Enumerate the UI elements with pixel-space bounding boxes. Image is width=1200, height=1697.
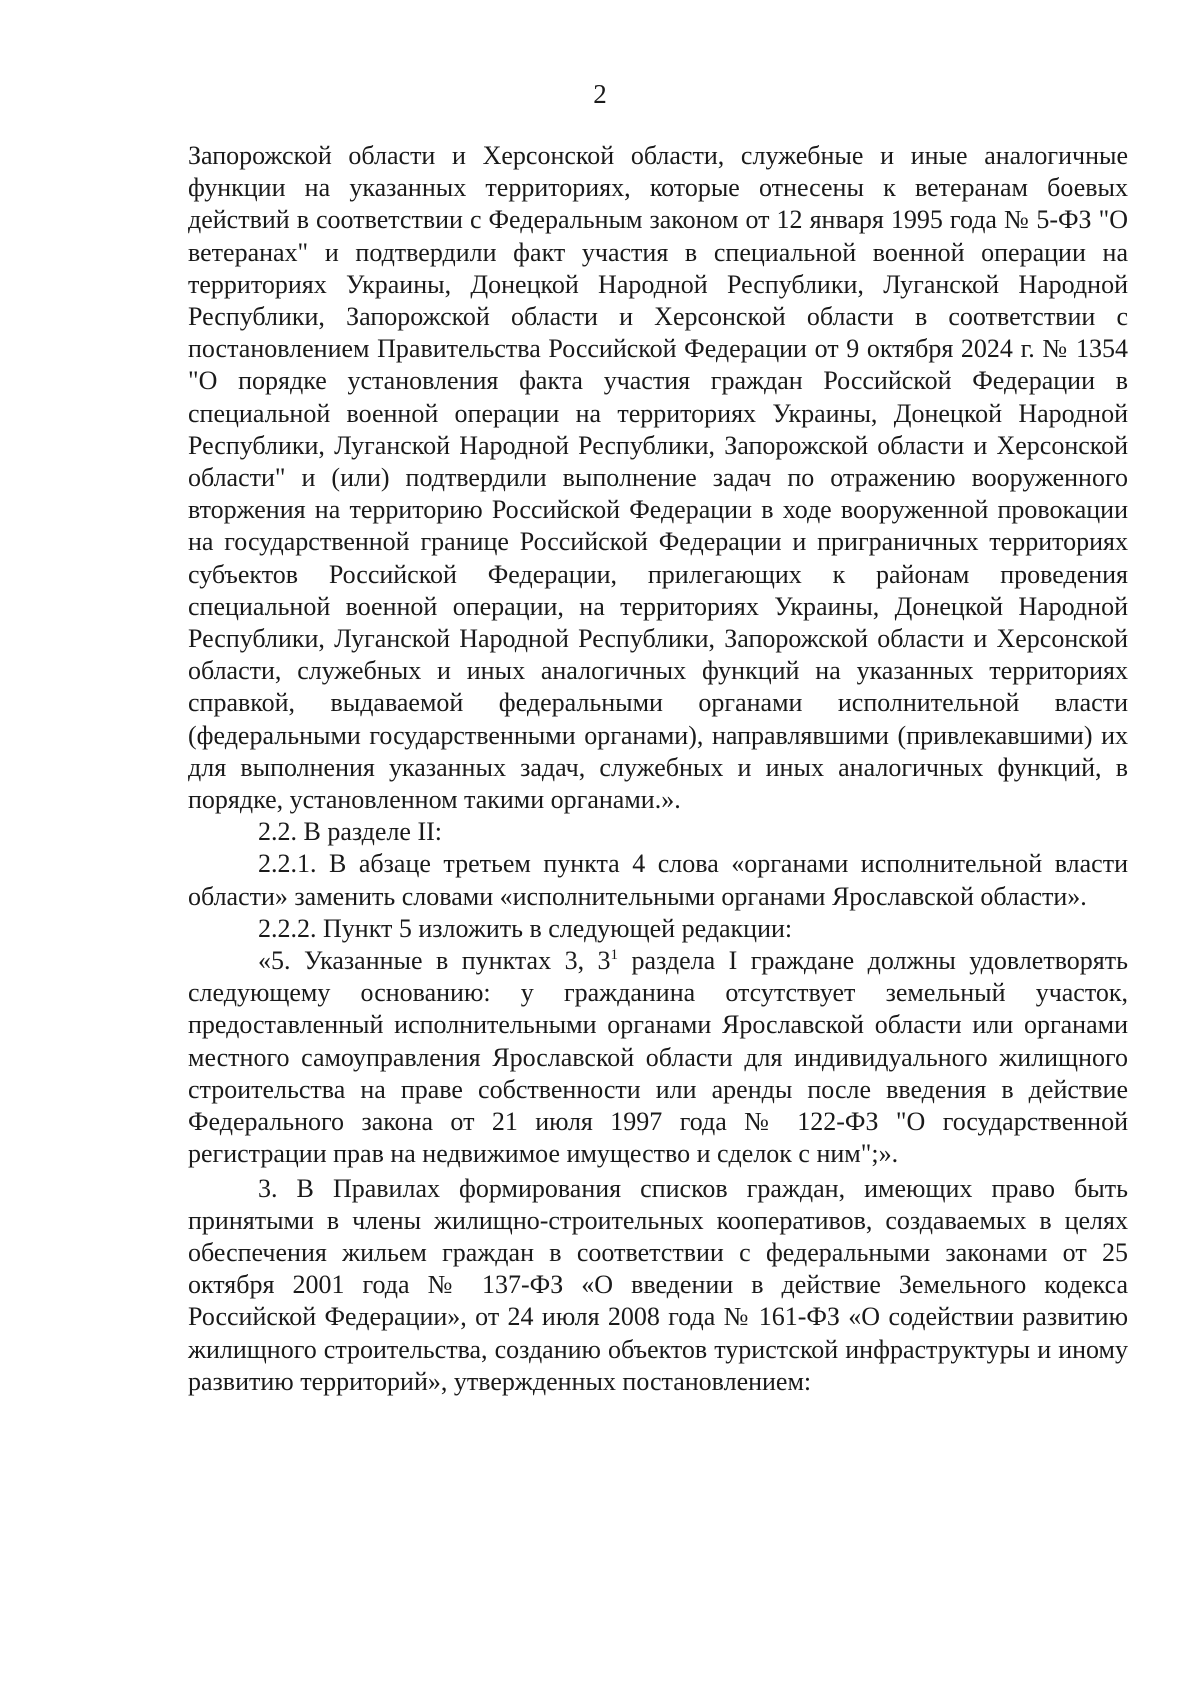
paragraph-point-5 bbox=[188, 945, 1128, 1170]
paragraph-continuation: Запорожской области и Херсонской области, служебные и иные аналогичные функции на указанных территориях, которые отнесены к ветеранам боевых действий в соответствии с Федеральным законом от 12 января 1995 года № 5-ФЗ "О ветеранах" и подтвердили факт участия в специальной военной операции на территориях Украины, Донецкой Народной Республики, Луганской Народной Республики, Запорожской области и Херсонской области в соответствии с постановлением Правительства Российской Федерации от 9 октября 2024 г. № 1354 "О порядке установления факта участия граждан Российской Федерации в специальной военной операции на территориях Украины, Донецкой Народной Республики, Луганской Народной Республики, Запорожской области и Херсонской области" и (или) подтвердили выполнение задач по отражению вооруженного вторжения на территорию Российской Федерации в ходе вооруженной провокации на государственной границе Российской Федерации и приграничных территориях субъектов Российской Федерации, прилегающих к районам проведения специальной военной операции, на территориях Украины, Донецкой Народной Республики, Луганской Народной Республики, Запорожской области и Херсонской области, служебных и иных аналогичных функций на указанных территориях справкой, выдаваемой федеральными органами исполнительной власти (федеральными государственными органами), направлявшими (привлекавшими) их для выполнения указанных задач, служебных и иных аналогичных функций, в порядке, установленном такими органами.». bbox=[188, 141, 1128, 815]
point-5-text-start: «5. Указанные в пунктах 3, 3 bbox=[258, 946, 611, 976]
paragraph-2-2-1: 2.2.1. В абзаце третьем пункта 4 слова «органами исполнительной власти области» заменить словами «исполнительными органами Ярославской области». bbox=[188, 849, 1128, 911]
paragraph-2-2-2: 2.2.2. Пункт 5 изложить в следующей редакции: bbox=[258, 913, 793, 943]
page-number: 2 bbox=[593, 79, 607, 109]
point-5-text-rest: раздела I граждане должны удовлетворять следующему основанию: у гражданина отсутствует земельный участок, предоставленный исполнительными органами Ярославской области или органами местного самоуправления Ярославской области для индивидуального жилищного строительства на праве собственности или аренды после введения в действие Федерального закона от 21 июля 1997 года № 122-ФЗ "О государственной регистрации прав на недвижимое имущество и сделок с ним";». bbox=[188, 946, 1128, 1169]
paragraph-3: 3. В Правилах формирования списков граждан, имеющих право быть принятыми в члены жилищно-строительных кооперативов, создаваемых в целях обеспечения жильем граждан в соответствии с федеральными законами от 25 октября 2001 года № 137-ФЗ «О введении в действие Земельного кодекса Российской Федерации», от 24 июля 2008 года № 161-ФЗ «О содействии развитию жилищного строительства, созданию объектов туристской инфраструктуры и иному развитию территорий», утвержденных постановлением: bbox=[188, 1173, 1128, 1396]
document-body bbox=[188, 140, 1128, 1398]
point-5-superscript: 1 bbox=[610, 947, 619, 964]
paragraph-2-2: 2.2. В разделе II: bbox=[258, 817, 443, 847]
